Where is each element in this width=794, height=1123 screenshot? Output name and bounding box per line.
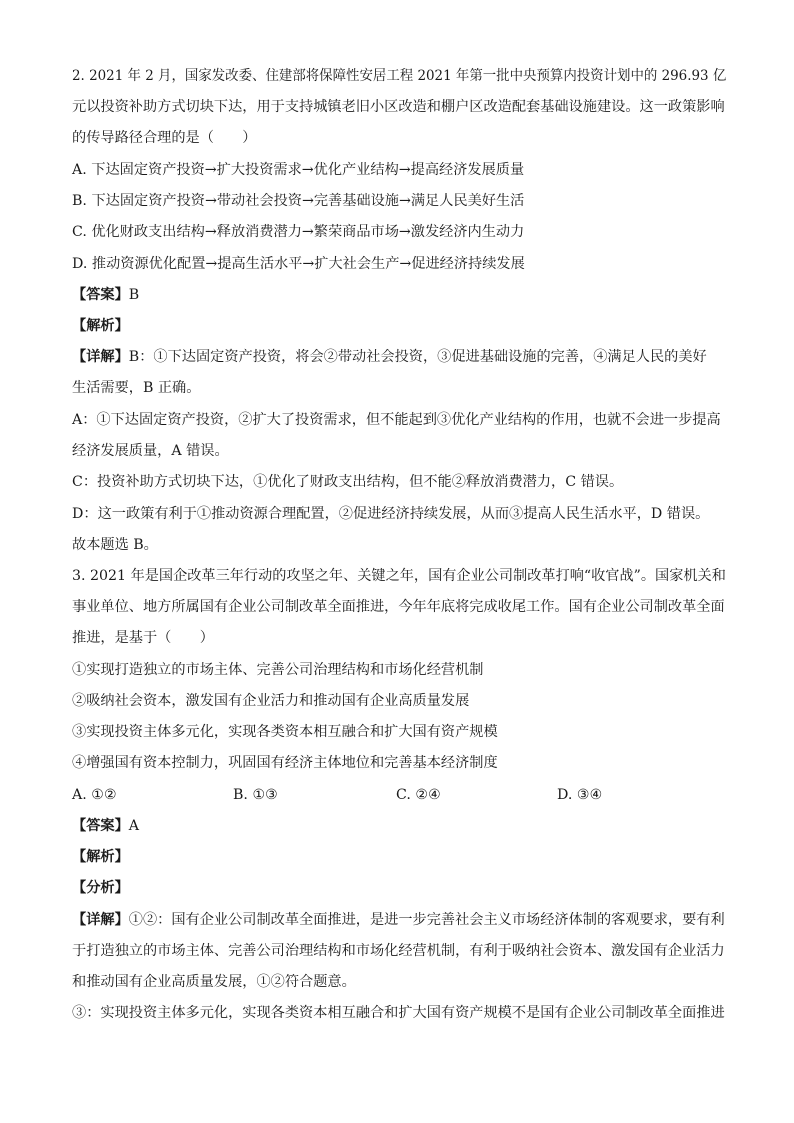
bracket-open: 【 (72, 880, 87, 896)
q3-analysis-heading (72, 847, 129, 867)
q2-detail-line-6: D：这一政策有利于①推动资源合理配置，②促进经济持续发展，从而③提高人民生活水平，D 错误。 (72, 506, 710, 522)
q2-analysis-tag: 解析 (86, 318, 115, 334)
q2-answer-tag: 答案 (86, 287, 115, 303)
q3-stem-line-2: 事业单位、地方所属国有企业公司制改革全面推进，今年年底将完成收尾工作。国有企业公司制改革全面 (72, 599, 725, 615)
q3-statement-1: ①实现打造独立的市场主体、完善公司治理结构和市场化经营机制 (72, 662, 484, 678)
bracket-close: 】 (114, 318, 129, 334)
bracket-open: 【 (72, 849, 87, 865)
q3-analysis2-tag: 分析 (86, 880, 115, 896)
q2-detail-text-1: B：①下达固定资产投资，将会②带动社会投资，③促进基础设施的完善，④满足人民的美好 (128, 349, 707, 365)
q3-stem-line-3: 推进，是基于（ ） (72, 630, 214, 646)
q3-statement-2: ②吸纳社会资本，激发国有企业活力和推动国有企业高质量发展 (72, 693, 470, 709)
q3-stem-line-1: 3. 2021 年是国企改革三年行动的攻坚之年、关键之年，国有企业公司制改革打响“收官战”。国家机关和 (72, 568, 726, 584)
q3-answer (72, 816, 139, 836)
q2-stem-line-2: 元以投资补助方式切块下达，用于支持城镇老旧小区改造和棚户区改造配套基础设施建设。这一政策影响 (72, 99, 725, 115)
q3-choice-a: A. ①② (72, 787, 117, 803)
q2-detail-line-5: C：投资补助方式切块下达，①优化了财政支出结构，但不能②释放消费潜力，C 错误。 (72, 474, 624, 490)
q2-detail-tag: 详解 (86, 349, 115, 365)
q3-answer-value: A (128, 818, 140, 834)
q3-analysis2-heading (72, 878, 129, 898)
q2-detail-line-3: A：①下达固定资产投资，②扩大了投资需求，但不能起到③优化产业结构的作用，也就不会进一步提高 (72, 412, 721, 428)
q3-choice-c: C. ②④ (396, 787, 441, 803)
bracket-open: 【 (72, 818, 87, 834)
q3-detail-text-1: ①②：国有企业公司制改革全面推进，是进一步完善社会主义市场经济体制的客观要求，要有利 (128, 912, 725, 928)
q2-answer (72, 285, 139, 305)
q3-choice-b: B. ①③ (233, 787, 278, 803)
q3-detail-line-2: 于打造独立的市场主体、完善公司治理结构和市场化经营机制，有利于吸纳社会资本、激发国有企业活力 (72, 943, 725, 959)
bracket-close: 】 (114, 818, 129, 834)
q2-stem-line-1: 2. 2021 年 2 月，国家发改委、住建部将保障性安居工程 2021 年第一批中央预算内投资计划中的 296.93 亿 (72, 68, 727, 84)
q2-detail-line-4: 经济发展质量，A 错误。 (72, 443, 229, 459)
q2-detail-line-7: 故本题选 B。 (72, 537, 158, 553)
bracket-open: 【 (72, 349, 87, 365)
q2-option-c: C. 优化财政支出结构→释放消费潜力→繁荣商品市场→激发经济内生动力 (72, 224, 525, 240)
q2-analysis-heading (72, 316, 129, 336)
q3-analysis-tag: 解析 (86, 849, 115, 865)
q3-detail-line-3: 和推动国有企业高质量发展，①②符合题意。 (72, 974, 356, 990)
bracket-close: 】 (114, 880, 129, 896)
bracket-open: 【 (72, 287, 87, 303)
bracket-open: 【 (72, 912, 87, 928)
q2-detail-line-1 (72, 347, 707, 367)
q3-detail-tag: 详解 (86, 912, 115, 928)
q2-detail-line-2: 生活需要，B 正确。 (72, 380, 201, 396)
q2-stem-line-3: 的传导路径合理的是（ ） (72, 130, 257, 146)
q2-option-b: B. 下达固定资产投资→带动社会投资→完善基础设施→满足人民美好生活 (72, 193, 525, 209)
q3-statement-4: ④增强国有资本控制力，巩固国有经济主体地位和完善基本经济制度 (72, 755, 498, 771)
q3-detail-line-4: ③：实现投资主体多元化，实现各类资本相互融合和扩大国有资产规模不是国有企业公司制改革全面推进 (72, 1005, 725, 1021)
bracket-close: 】 (114, 912, 129, 928)
q2-option-d: D. 推动资源优化配置→提高生活水平→扩大社会生产→促进经济持续发展 (72, 256, 525, 272)
q3-statement-3: ③实现投资主体多元化，实现各类资本相互融合和扩大国有资产规模 (72, 724, 498, 740)
bracket-close: 】 (114, 849, 129, 865)
q2-answer-value: B (128, 287, 140, 303)
q3-choice-d: D. ③④ (557, 787, 603, 803)
bracket-open: 【 (72, 318, 87, 334)
q3-detail-line-1 (72, 910, 725, 930)
bracket-close: 】 (114, 287, 129, 303)
q3-answer-tag: 答案 (86, 818, 115, 834)
q2-option-a: A. 下达固定资产投资→扩大投资需求→优化产业结构→提高经济发展质量 (72, 162, 525, 178)
bracket-close: 】 (114, 349, 129, 365)
